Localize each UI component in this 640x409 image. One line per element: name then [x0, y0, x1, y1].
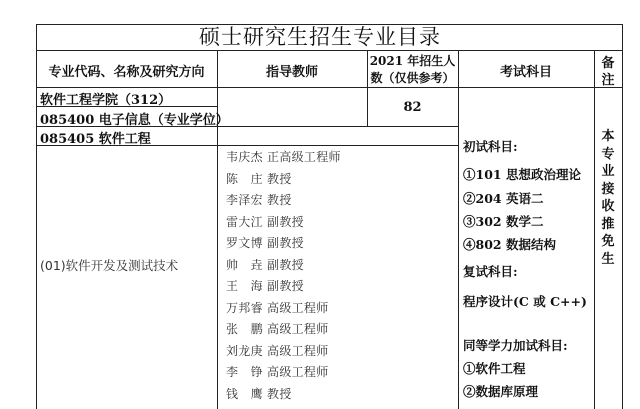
research-direction: (01)软件开发及测试技术 [40, 258, 179, 273]
col-divider-enroll [458, 50, 459, 409]
col-divider-major [217, 50, 218, 409]
exam-initial-item: ①101 思想政治理论 [463, 167, 581, 182]
exam-initial-item: ④802 数据结构 [463, 237, 556, 252]
advisor-item: 张 鹏 高级工程师 [226, 322, 329, 336]
exam-retest-title: 复试科目: [463, 264, 518, 279]
header-enroll-line1: 2021 年招生人 [369, 54, 456, 68]
header-exam: 考试科目 [499, 65, 552, 80]
header-note-1: 备 [601, 56, 615, 71]
note-char: 收 [601, 199, 615, 214]
note-char: 免 [601, 234, 615, 249]
advisor-item: 罗文博 副教授 [226, 236, 304, 250]
advisor-item: 万邦睿 高级工程师 [226, 300, 329, 315]
exam-initial-title: 初试科目: [463, 139, 518, 154]
advisor-item: 雷大江 副教授 [226, 214, 304, 229]
header-divider [36, 87, 622, 88]
header-enroll-line2: 数（仅供参考） [370, 71, 455, 85]
note-char: 专 [601, 146, 615, 162]
exam-extra-item: ①软件工程 [463, 361, 526, 376]
page-title: 硕士研究生招生专业目录 [199, 25, 441, 49]
table-border-right [622, 24, 623, 409]
header-advisor: 指导教师 [265, 65, 318, 80]
advisor-item: 李泽宏 教授 [226, 193, 292, 207]
major-code: 085400 电子信息（专业学位） [40, 113, 229, 128]
header-note-2: 注 [601, 73, 615, 88]
col-divider-exam [594, 50, 595, 409]
field-name: 085405 软件工程 [40, 132, 151, 147]
advisor-item: 陈 庄 教授 [226, 171, 292, 186]
table-border-left [36, 24, 37, 409]
advisor-item: 李 铮 高级工程师 [226, 365, 329, 379]
school-name: 软件工程学院（312） [40, 93, 172, 108]
header-major: 专业代码、名称及研究方向 [48, 65, 205, 80]
note-char: 本 [601, 129, 615, 144]
advisor-item: 钱 鹰 教授 [226, 386, 292, 401]
exam-extra-title: 同等学力加试科目: [463, 338, 568, 353]
advisor-item: 王 海 副教授 [226, 279, 304, 293]
advisor-item: 帅 垚 副教授 [226, 257, 304, 272]
note-char: 生 [601, 251, 615, 267]
exam-extra-item: ②数据库原理 [463, 384, 539, 399]
note-char: 接 [601, 181, 615, 197]
note-char: 业 [601, 164, 615, 179]
exam-initial-item: ②204 英语二 [463, 191, 544, 206]
enroll-count: 82 [403, 100, 422, 115]
exam-retest-item: 程序设计(C 或 C++) [463, 294, 587, 309]
advisor-item: 韦庆杰 正高级工程师 [226, 150, 341, 164]
advisor-item: 刘龙庚 高级工程师 [226, 343, 329, 358]
title-divider [36, 50, 622, 51]
exam-initial-item: ③302 数学二 [463, 214, 544, 229]
note-char: 推 [601, 216, 615, 232]
